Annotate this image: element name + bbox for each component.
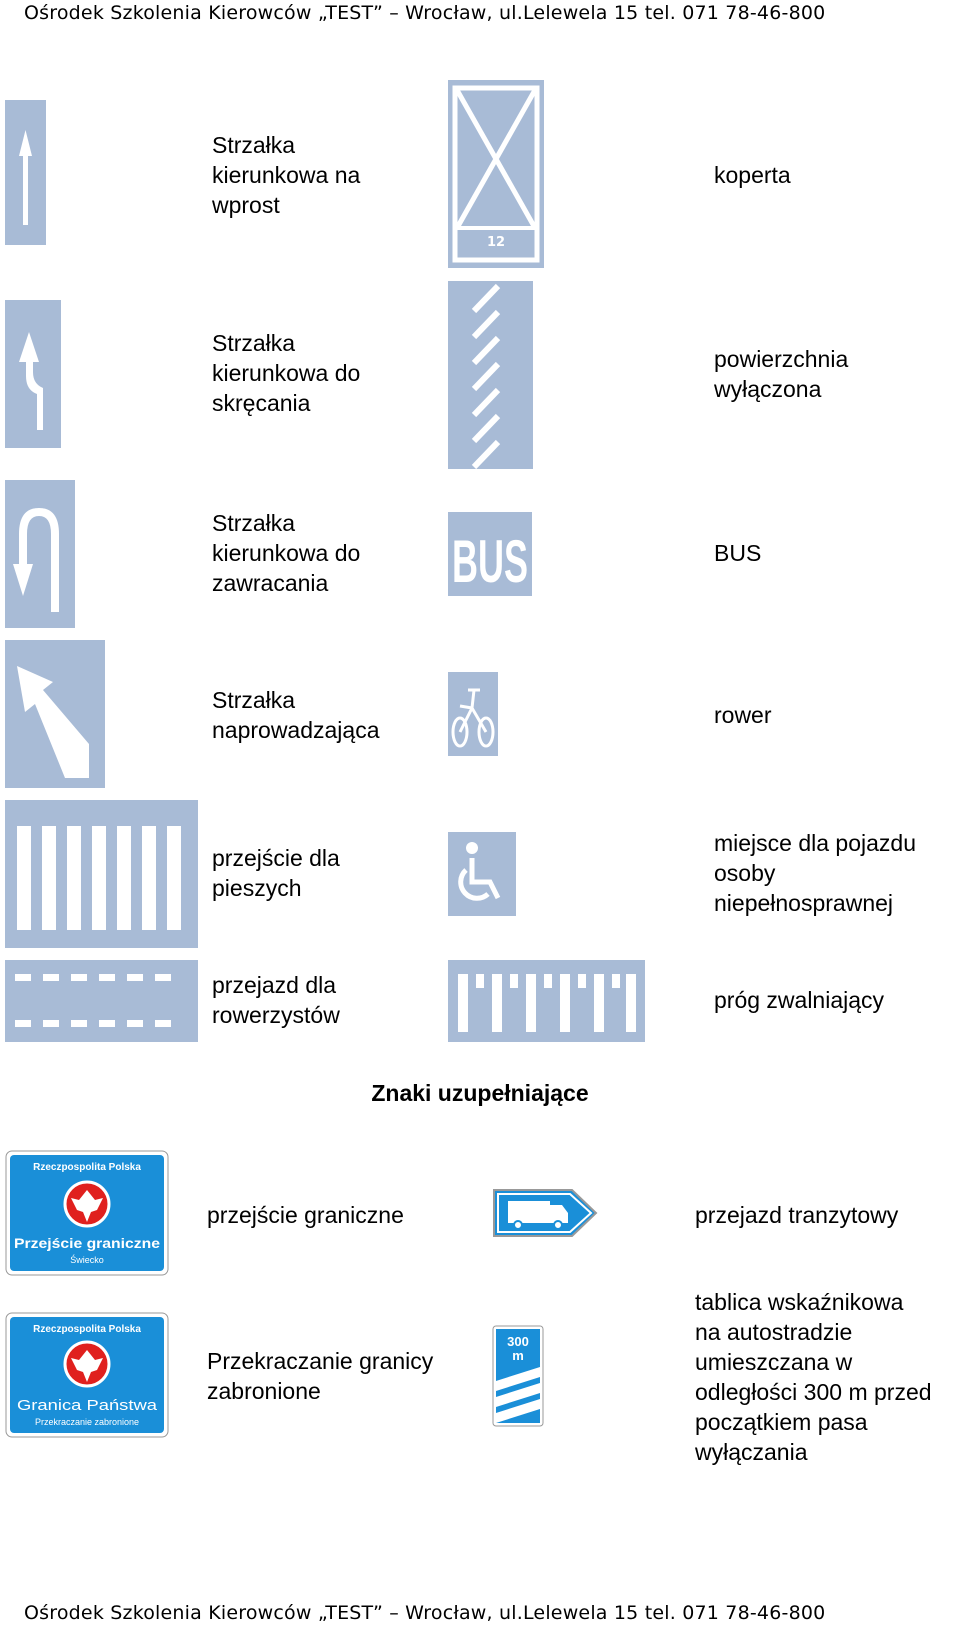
pedestrian-crossing-marking	[5, 800, 198, 948]
section-heading: Znaki uzupełniające	[371, 1080, 589, 1106]
sign-sub-text: Przekraczanie zabronione	[34, 1417, 140, 1427]
koperta-number: 12	[486, 235, 506, 250]
sign-sub-text: Świecko	[70, 1255, 104, 1265]
disabled-parking-marking	[448, 832, 516, 916]
label-bus: BUS	[714, 540, 762, 566]
label-border-no-crossing: Przekraczanie granicy zabronione	[207, 1348, 434, 1404]
label-bicycle: rower	[714, 702, 772, 728]
label-koperta: koperta	[714, 162, 791, 188]
label-border-crossing: przejście graniczne	[207, 1202, 404, 1228]
turn-arrow-marking	[5, 300, 61, 448]
label-disabled-parking: miejsce dla pojazdu osoby niepełnosprawnej	[714, 830, 917, 916]
cycle-crossing-marking	[5, 960, 198, 1042]
label-turn-arrow: Strzałka kierunkowa do skręcania	[212, 330, 361, 416]
border-no-crossing-sign	[5, 1312, 169, 1438]
page-footer: Ośrodek Szkolenia Kierowców „TEST” – Wrocław, ul.Lelewela 15 tel. 071 78-46-800	[24, 1602, 826, 1624]
sign-top-text: Rzeczpospolita Polska	[33, 1162, 141, 1173]
border-crossing-sign	[5, 1150, 169, 1276]
page-header: Ośrodek Szkolenia Kierowców „TEST” – Wrocław, ul.Lelewela 15 tel. 071 78-46-800	[24, 2, 826, 24]
bicycle-marking	[448, 672, 498, 756]
distance-unit: m	[512, 1348, 524, 1363]
distance-300m-sign	[492, 1325, 544, 1427]
straight-arrow-marking	[5, 100, 46, 245]
sign-main-text: Przejście graniczne	[14, 1235, 161, 1251]
u-turn-arrow-marking	[5, 480, 75, 628]
label-guide-arrow: Strzałka naprowadzająca	[212, 687, 380, 743]
bus-marking	[448, 512, 532, 596]
sign-top-text: Rzeczpospolita Polska	[33, 1324, 141, 1335]
guide-arrow-marking	[5, 640, 105, 788]
label-speed-bump: próg zwalniający	[714, 987, 885, 1013]
label-straight-arrow: Strzałka kierunkowa na wprost	[212, 132, 361, 218]
speed-bump-marking	[448, 960, 645, 1042]
label-cycle-crossing: przejazd dla rowerzystów	[212, 972, 340, 1028]
bus-text: BUS	[452, 528, 528, 595]
transit-route-sign	[492, 1187, 600, 1239]
label-pedestrian-crossing: przejście dla pieszych	[212, 845, 340, 901]
label-excluded-area: powierzchnia wyłączona	[714, 346, 849, 402]
label-u-turn-arrow: Strzałka kierunkowa do zawracania	[212, 510, 361, 596]
excluded-area-marking	[448, 281, 533, 469]
label-transit-route: przejazd tranzytowy	[695, 1202, 899, 1228]
sign-main-text: Granica Państwa	[17, 1397, 158, 1414]
koperta-marking	[448, 80, 544, 268]
distance-value: 300	[507, 1334, 529, 1349]
label-distance-sign: tablica wskaźnikowa na autostradzie umieszczana w odległości 300 m przed początkiem pasa wyłączania	[695, 1289, 932, 1465]
